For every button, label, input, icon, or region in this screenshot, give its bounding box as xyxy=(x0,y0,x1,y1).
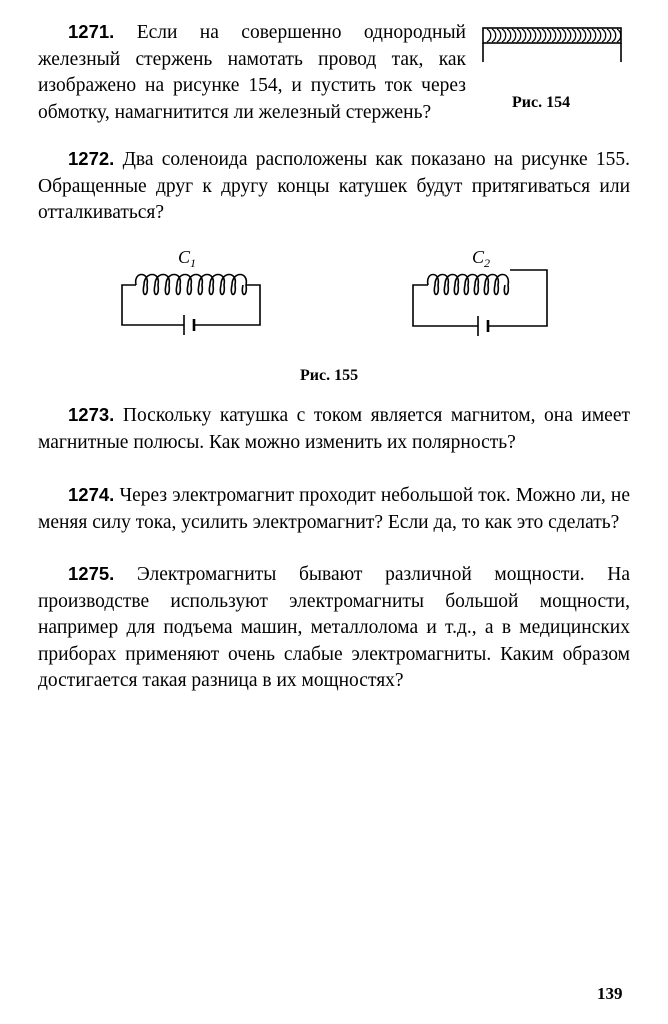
figure-154-caption: Рис. 154 xyxy=(512,94,571,111)
problem-number: 1274. xyxy=(68,484,115,505)
problem-text: Если на совершенно однородный железный стержень намотать провод так, как изображено на рисунке 154, и пустить ток через обмотку, намагнитится ли железный стержень? xyxy=(38,22,466,123)
problem-1275 xyxy=(38,561,630,695)
problem-text: Поскольку катушка с током является магнитом, она имеет магнитные полюсы. Как можно изменить их полярность? xyxy=(38,405,631,453)
coil-1-label: $C_1$ xyxy=(178,247,197,270)
figure-154-solenoid-rod xyxy=(480,24,626,68)
figure-155-solenoid-circuits xyxy=(110,240,560,350)
page-number: 139 xyxy=(597,984,623,1003)
problem-number: 1271. xyxy=(68,21,115,42)
problem-text: Электромагниты бывают различной мощности. На производстве используют электромагниты большой мощности, например для подъема машин, металлолома и т.д., а в медицинских приборах применяют очень слабые электромагниты. Каким образом достигается такая разница в их мощностях? xyxy=(38,564,630,692)
problem-1274 xyxy=(38,482,630,536)
coil-2-label: $C_2$ xyxy=(472,247,491,270)
circuit-2 xyxy=(413,270,547,336)
problem-number: 1275. xyxy=(68,563,115,584)
problem-1272 xyxy=(38,146,630,227)
problem-number: 1272. xyxy=(68,148,115,169)
figure-155-caption: Рис. 155 xyxy=(300,367,359,384)
problem-text: Два соленоида расположены как показано на рисунке 155. Обращенные друг к другу концы катушек будут притягиваться или отталкиваться? xyxy=(38,149,631,224)
problem-text: Через электромагнит проходит небольшой ток. Можно ли, не меняя силу тока, усилить электромагнит? Если да, то как это сделать? xyxy=(38,485,631,533)
problem-1271 xyxy=(38,19,466,126)
problem-number: 1273. xyxy=(68,404,115,425)
problem-1273 xyxy=(38,402,630,456)
circuit-1 xyxy=(122,275,260,336)
